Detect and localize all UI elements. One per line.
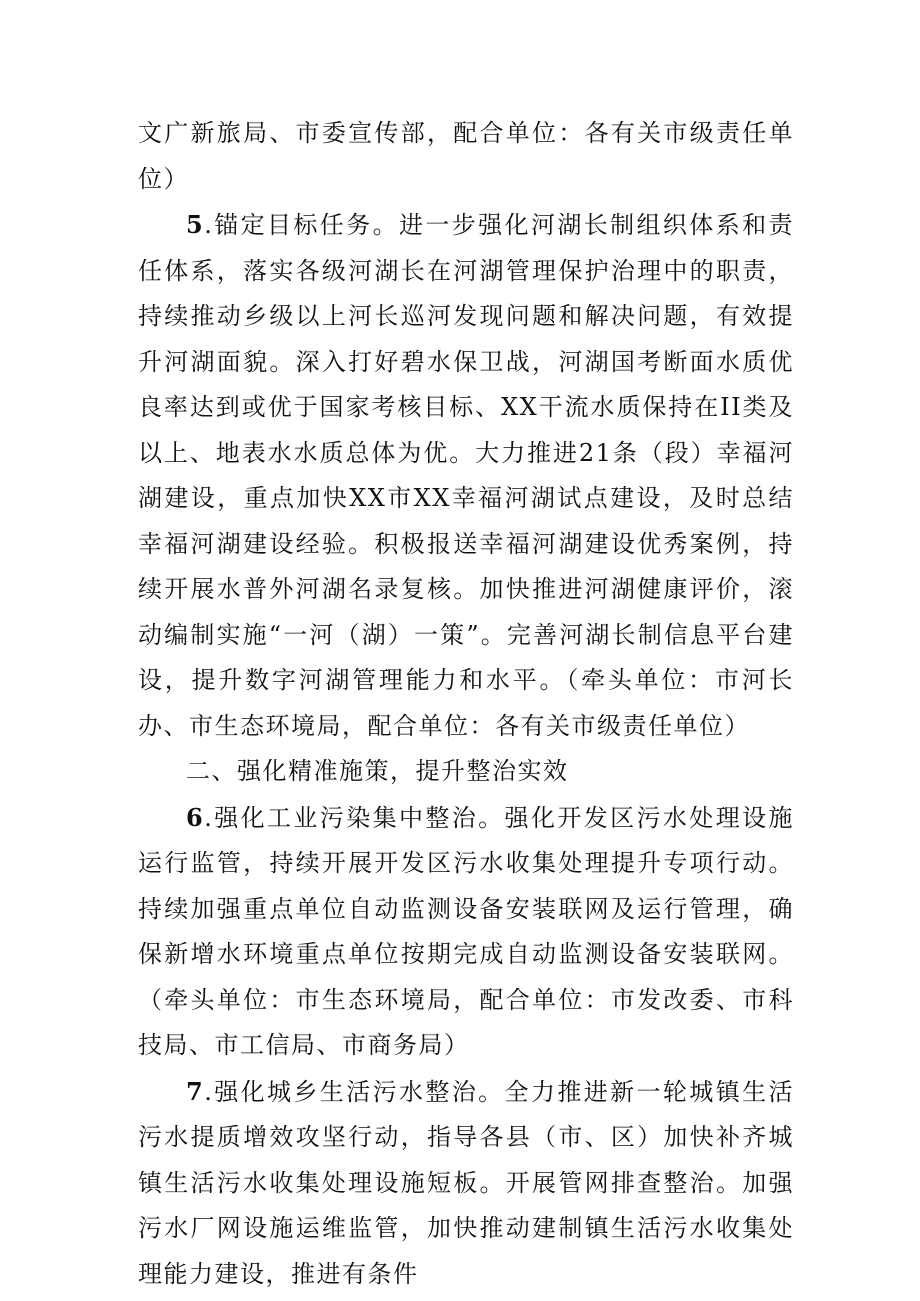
section-heading: 二、强化精准施策，提升整治实效 [186, 757, 569, 785]
paragraph-text: .强化城乡生活污水整治。全力推进新一轮城镇生活污水提质增效攻坚行动，指导各县（市、区）加快补齐城镇生活污水收集处理设施短板。开展管网排查整治。加强污水厂网设施运维监管，加快推动建制镇生活污水收集处理能力建设，推进有条件 [138, 1077, 794, 1288]
paragraph-item-6 [138, 795, 794, 1069]
item-number: 7 [186, 1076, 205, 1106]
item-number: 6 [186, 802, 205, 832]
paragraph-text: 文广新旅局、市委宣传部，配合单位：各有关市级责任单位） [138, 119, 794, 193]
paragraph-item-7 [138, 1069, 794, 1298]
paragraph-item-5 [138, 202, 794, 749]
paragraph-continuation [138, 111, 794, 202]
item-number: 5 [186, 210, 205, 239]
paragraph-text: .强化工业污染集中整治。强化开发区污水处理设施运行监管，持续开展开发区污水收集处理提升专项行动。持续加强重点单位自动监测设备安装联网及运行管理，确保新增水环境重点单位按期完成自动监测设备安装联网。（牵头单位：市生态环境局，配合单位：市发改委、市科技局、市工信局、市商务局） [138, 803, 794, 1059]
paragraph-text: .锚定目标任务。进一步强化河湖长制组织体系和责任体系，落实各级河湖长在河湖管理保护治理中的职责，持续推动乡级以上河长巡河发现问题和解决问题，有效提升河湖面貌。深入打好碧水保卫战，河湖国考断面水质优良率达到或优于国家考核目标、XX干流水质保持在II类及以上、地表水水质总体为优。大力推进21条（段）幸福河湖建设，重点加快XX市XX幸福河湖试点建设，及时总结幸福河湖建设经验。积极报送幸福河湖建设优秀案例，持续开展水普外河湖名录复核。加快推进河湖健康评价，滚动编制实施“一河（湖）一策”。完善河湖长制信息平台建设，提升数字河湖管理能力和水平。（牵头单位：市河长办、市生态环境局，配合单位：各有关市级责任单位） [138, 211, 794, 740]
